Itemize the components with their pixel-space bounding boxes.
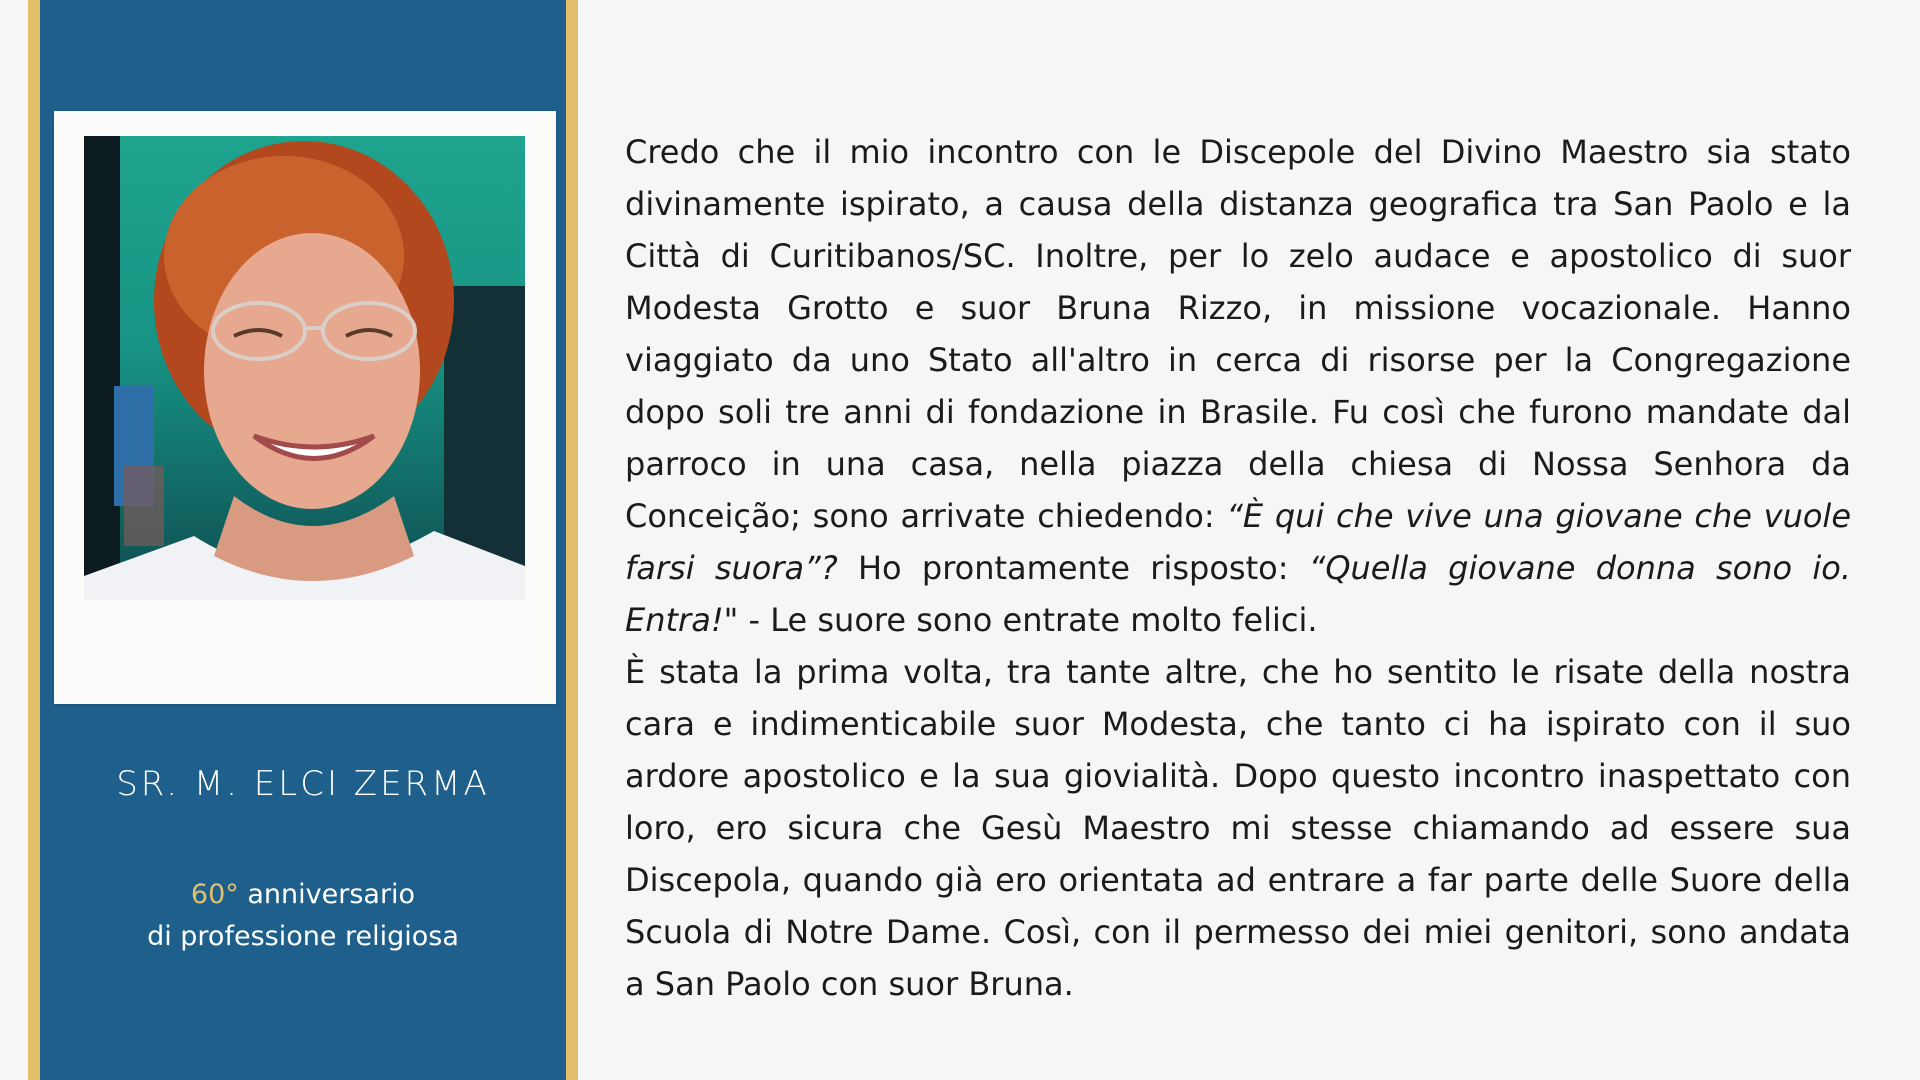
anniversary-subtitle: di professione religiosa	[147, 921, 459, 952]
story-quote-answer: “Quella giovane donna sono io. Entra!	[625, 549, 1852, 639]
story-paragraph-1	[625, 126, 1851, 646]
gold-border-left	[28, 0, 40, 1080]
person-name: SR. M. ELCI ZERMA	[116, 764, 490, 804]
story-paragraph-2: È stata la prima volta, tra tante altre, che ho sentito le risate della nostra cara e indimenticabile suor Modesta, che tanto ci ha ispirato con il suo ardore apostolico e la sua giovialità. Dopo questo incontro inaspettato con loro, ero sicura che Gesù Maestro mi stesse chiamando ad essere sua Discepola, quando già ero orientata ad entrare a far parte delle Suore della Scuola di Notre Dame. Così, con il permesso dei miei genitori, sono andata a San Paolo con suor Bruna.	[625, 653, 1851, 1003]
anniversary-caption	[40, 874, 566, 958]
story-text-segment: " - Le suore sono entrate molto felici.	[723, 601, 1318, 639]
story-text	[625, 126, 1851, 1010]
story-text-segment: Ho prontamente risposto:	[837, 549, 1309, 587]
story-quote-question: “È qui che vive una giovane che vuole farsi suora”?	[625, 497, 1852, 587]
story-text-segment: Credo che il mio incontro con le Discepole del Divino Maestro sia stato divinamente ispirato, a causa della distanza geografica tra San Paolo e la Città di Curitibanos/SC. Inoltre, per lo zelo audace e apostolico di suor Modesta Grotto e suor Bruna Rizzo, in missione vocazionale. Hanno viaggiato da uno Stato all'altro in cerca di risorse per la Congregazione dopo soli tre anni di fondazione in Brasile. Fu così che furono mandate dal parroco in una casa, nella piazza della chiesa di Nossa Senhora da Conceição; sono arrivate chiedendo:	[625, 133, 1851, 535]
portrait-photo	[84, 136, 525, 600]
portrait-illustration	[84, 136, 525, 600]
anniversary-label: anniversario	[238, 879, 416, 910]
gold-border-right	[566, 0, 578, 1080]
anniversary-number: 60°	[190, 879, 239, 910]
polaroid-frame	[54, 111, 556, 704]
